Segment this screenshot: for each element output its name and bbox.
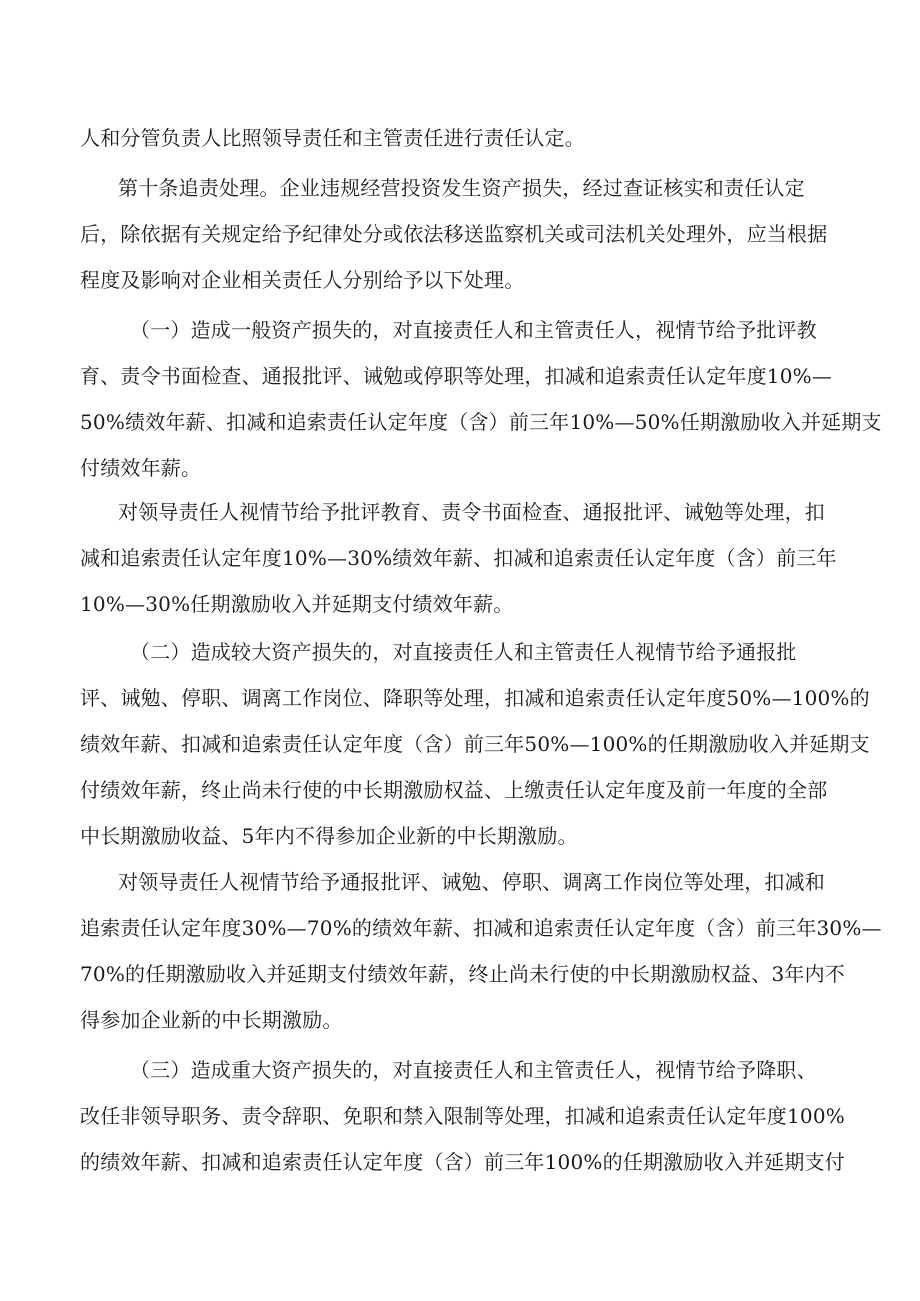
text-line: 10%—30%任期激励收入并延期支付绩效年薪。 [80, 592, 514, 616]
text-line: （三）造成重大资产损失的，对直接责任人和主管责任人，视情节给予降职、 [130, 1058, 817, 1082]
text-line: 减和追索责任认定年度10%—30%绩效年薪、扣减和追索责任认定年度（含）前三年 [80, 546, 837, 570]
text-line: 的绩效年薪、扣减和追索责任认定年度（含）前三年100%的任期激励收入并延期支付 [80, 1150, 845, 1174]
text-line: 育、责令书面检查、通报批评、诫勉或停职等处理，扣减和追索责任认定年度10%— [80, 364, 833, 388]
text-line: 人和分管负责人比照领导责任和主管责任进行责任认定。 [80, 126, 585, 150]
text-line: 绩效年薪、扣减和追索责任认定年度（含）前三年50%—100%的任期激励收入并延期支 [80, 732, 870, 756]
text-line: 对领导责任人视情节给予通报批评、诫勉、停职、调离工作岗位等处理，扣减和 [118, 870, 825, 894]
text-line: 付绩效年薪。 [80, 456, 202, 480]
text-line: （二）造成较大资产损失的，对直接责任人和主管责任人视情节给予通报批 [130, 640, 797, 664]
text-line: 改任非领导职务、责令辞职、免职和禁入限制等处理，扣减和追索责任认定年度100% [80, 1104, 845, 1128]
text-line: 程度及影响对企业相关责任人分别给予以下处理。 [80, 268, 525, 292]
text-line: 第十条追责处理。企业违规经营投资发生资产损失，经过查证核实和责任认定 [118, 176, 805, 200]
text-line: 付绩效年薪，终止尚未行使的中长期激励权益、上缴责任认定年度及前一年度的全部 [80, 778, 828, 802]
text-line: 评、诫勉、停职、调离工作岗位、降职等处理，扣减和追索责任认定年度50%—100%的 [80, 686, 870, 710]
text-line: 追索责任认定年度30%—70%的绩效年薪、扣减和追索责任认定年度（含）前三年30%— [80, 916, 882, 940]
text-line: （一）造成一般资产损失的，对直接责任人和主管责任人，视情节给予批评教 [130, 318, 817, 342]
text-line: 70%的任期激励收入并延期支付绩效年薪，终止尚未行使的中长期激励权益、3年内不 [80, 962, 845, 986]
text-line: 中长期激励收益、5年内不得参加企业新的中长期激励。 [80, 824, 578, 848]
text-line: 得参加企业新的中长期激励。 [80, 1008, 343, 1032]
text-line: 50%绩效年薪、扣减和追索责任认定年度（含）前三年10%—50%任期激励收入并延期支 [80, 410, 882, 434]
text-line: 对领导责任人视情节给予批评教育、责令书面检查、通报批评、诫勉等处理，扣 [118, 500, 825, 524]
text-line: 后，除依据有关规定给予纪律处分或依法移送监察机关或司法机关处理外，应当根据 [80, 222, 828, 246]
